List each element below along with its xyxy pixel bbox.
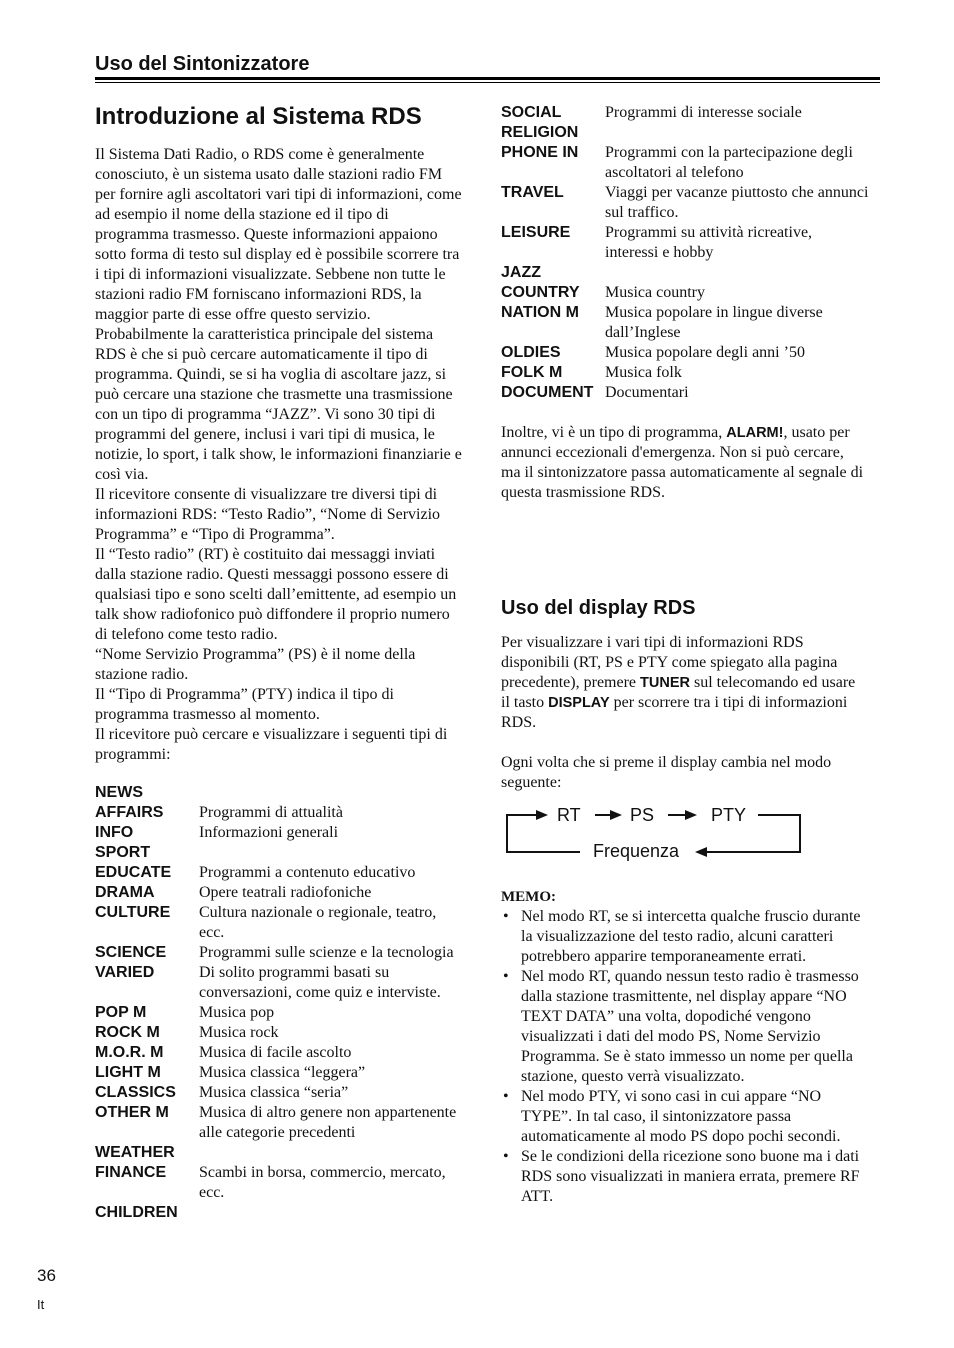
program-type-row [501, 143, 891, 183]
memo-item [501, 967, 881, 1087]
program-type-row [95, 1083, 485, 1103]
program-type-description: Musica popolare in lingue diverse dall’Inglese [605, 304, 823, 341]
program-type-code: POP M [95, 1004, 147, 1021]
program-type-row [501, 343, 891, 363]
program-type-row [501, 383, 891, 403]
program-type-code: INFO [95, 824, 134, 841]
bullet-icon [501, 1087, 521, 1107]
program-type-list-left [95, 783, 485, 1223]
program-type-row [501, 283, 891, 303]
program-type-code: DOCUMENT [501, 384, 594, 401]
alarm-note-text: Inoltre, vi è un tipo di programma, [501, 424, 727, 441]
bullet-icon [501, 1147, 521, 1167]
program-type-description: Musica di facile ascolto [199, 1044, 352, 1061]
program-type-description: Cultura nazionale o regionale, teatro, ecc. [199, 904, 437, 941]
program-type-code: CULTURE [95, 904, 171, 921]
program-type-code: COUNTRY [501, 284, 580, 301]
program-type-description: Musica rock [199, 1024, 279, 1041]
program-type-description: Musica classica “leggera” [199, 1064, 366, 1081]
diagram-return-label: Frequenza [593, 841, 680, 861]
alarm-note [501, 423, 863, 503]
memo-item-text: Nel modo RT, quando nessun testo radio è trasmesso dalla stazione trasmittente, nel display appare “NO TEXT DATA” una volta, dopodiché vengono visualizzati i dati del modo PS, Nome Servizio Programma. Se è stato immesso un nome per quella stazione, questo verrà visualizzato. [521, 968, 859, 1085]
page-title: Introduzione al Sistema RDS [95, 103, 422, 130]
tuner-key-label: TUNER [640, 675, 690, 691]
program-type-row [95, 843, 485, 863]
program-type-description: Programmi su attività ricreative, interessi e hobby [605, 224, 813, 261]
program-type-code: DRAMA [95, 884, 155, 901]
language-code: It [37, 1297, 45, 1312]
intro-paragraph: Il ricevitore consente di visualizzare tre diversi tipi di informazioni RDS: “Testo Radio”, “Nome di Servizio Programma” e “Tipo di Programma”. [95, 486, 441, 543]
program-type-code: TRAVEL [501, 184, 564, 201]
program-type-description: Programmi con la partecipazione degli ascoltatori al telefono [605, 144, 853, 181]
arrow-right-icon [610, 810, 622, 820]
program-type-description: Programmi sulle scienze e la tecnologia [199, 944, 454, 961]
memo-item [501, 907, 881, 967]
program-type-row [95, 883, 485, 903]
program-type-description: Musica country [605, 284, 705, 301]
program-type-description: Opere teatrali radiofoniche [199, 884, 372, 901]
program-type-code: JAZZ [501, 264, 541, 281]
program-type-description: Musica popolare degli anni ’50 [605, 344, 805, 361]
program-type-row [501, 263, 891, 283]
arrow-right-icon [536, 810, 548, 820]
program-type-code: SPORT [95, 844, 151, 861]
program-type-row [95, 1203, 485, 1223]
page-number: 36 [37, 1266, 56, 1285]
program-type-row [95, 863, 485, 883]
program-type-row [501, 363, 891, 383]
program-type-row [95, 1103, 485, 1143]
program-type-row [501, 103, 891, 123]
program-type-row [95, 1063, 485, 1083]
cycle-intro: Ogni volta che si preme il display cambia nel modo seguente: [501, 754, 832, 791]
instructions-text: per scorrere tra i tipi di informazioni RDS. [501, 694, 848, 731]
program-type-description: Informazioni generali [199, 824, 339, 841]
memo-item-text: Nel modo RT, se si intercetta qualche fruscio durante la visualizzazione del testo radio, alcuni caratteri potrebbero apparire temporaneamente errati. [521, 908, 861, 965]
intro-paragraph: Il ricevitore può cercare e visualizzare i seguenti tipi di programmi: [95, 726, 448, 763]
display-instructions [501, 633, 855, 733]
program-type-code: NATION M [501, 304, 579, 321]
memo-item [501, 1147, 881, 1207]
program-type-code: NEWS [95, 784, 143, 801]
memo-list [501, 907, 881, 1207]
program-type-row [95, 1143, 485, 1163]
program-type-code: M.O.R. M [95, 1044, 164, 1061]
instructions-text: Per visualizzare i vari tipi di informazioni RDS disponibili (RT, PS e PTY come spiegato alla pagina precedente), premere [501, 634, 838, 691]
program-type-row [95, 963, 485, 1003]
program-type-code: AFFAIRS [95, 804, 164, 821]
program-type-description: Programmi di attualità [199, 804, 343, 821]
program-type-description: Musica di altro genere non appartenente alle categorie precedenti [199, 1104, 457, 1141]
intro-paragraph: Il “Testo radio” (RT) è costituito dai messaggi inviati dalla stazione radio. Questi messaggi possono essere di qualsiasi tipo e sono scelti dall’emittente, ad esempio un talk show radiofonico può diffondere il proprio numero di telefono come testo radio. [95, 546, 457, 643]
program-type-code: PHONE IN [501, 144, 579, 161]
diagram-step-pty: PTY [711, 805, 747, 825]
program-type-row [95, 943, 485, 963]
program-type-code: SCIENCE [95, 944, 167, 961]
program-type-row [95, 1003, 485, 1023]
program-type-row [95, 1023, 485, 1043]
program-type-description: Musica pop [199, 1004, 275, 1021]
program-type-row [95, 783, 485, 803]
program-type-code: CLASSICS [95, 1084, 176, 1101]
program-type-row [501, 123, 891, 143]
program-type-description: Programmi a contenuto educativo [199, 864, 416, 881]
bullet-icon [501, 967, 521, 987]
memo-item-text: Se le condizioni della ricezione sono buone ma i dati RDS sono visualizzati in maniera errata, premere RF ATT. [521, 1148, 860, 1205]
instructions-text: sul telecomando ed usare il tasto [501, 674, 856, 711]
program-type-code: SOCIAL [501, 104, 562, 121]
program-type-code: LEISURE [501, 224, 571, 241]
program-type-description: Musica folk [605, 364, 682, 381]
program-type-code: VARIED [95, 964, 155, 981]
diagram-step-rt: RT [557, 805, 581, 825]
diagram-step-ps: PS [630, 805, 655, 825]
alarm-note-text: , usato per annunci eccezionali d'emergenza. Non si può cercare, ma il sintonizzatore passa automaticamente al segnale di questa trasmissione RDS. [501, 424, 864, 501]
program-type-description: Musica classica “seria” [199, 1084, 349, 1101]
program-type-description: Documentari [605, 384, 689, 401]
program-type-description: Viaggi per vacanze piuttosto che annunci sul traffico. [605, 184, 869, 221]
intro-paragraph: Il Sistema Dati Radio, o RDS come è generalmente conosciuto, è un sistema usato dalle stazioni radio FM per fornire agli ascoltatori vari tipi di informazioni, come ad esempio il nome della stazione ed il tipo di programma trasmesso. Queste informazioni appaiono sotto forma di testo sul display ed è possibile scorrere tra i tipi di informazioni visualizzate. Sebbene non tutte le stazioni radio FM forniscano informazioni RDS, la maggior parte di esse offre questo servizio. [95, 146, 462, 323]
section-header: Uso del Sintonizzatore [95, 53, 310, 75]
program-type-row [501, 303, 891, 343]
program-type-description: Di solito programmi basati su conversazioni, come quiz e interviste. [199, 964, 441, 1001]
intro-paragraph: “Nome Servizio Programma” (PS) è il nome della stazione radio. [95, 646, 416, 683]
program-type-code: OTHER M [95, 1104, 169, 1121]
program-type-code: FINANCE [95, 1164, 167, 1181]
program-type-code: FOLK M [501, 364, 563, 381]
header-rule [95, 77, 880, 80]
program-type-code: RELIGION [501, 124, 579, 141]
program-type-description: Programmi di interesse sociale [605, 104, 802, 121]
program-type-row [501, 183, 891, 223]
display-cycle-diagram [500, 800, 810, 864]
program-type-row [95, 823, 485, 843]
program-type-code: CHILDREN [95, 1204, 178, 1221]
alarm-keyword: ALARM! [726, 425, 784, 441]
display-key-label: DISPLAY [548, 695, 610, 711]
intro-paragraph: Il “Tipo di Programma” (PTY) indica il tipo di programma trasmesso al momento. [95, 686, 394, 723]
program-type-code: ROCK M [95, 1024, 160, 1041]
program-type-row [95, 1043, 485, 1063]
program-type-code: EDUCATE [95, 864, 172, 881]
program-type-code: WEATHER [95, 1144, 175, 1161]
program-type-code: OLDIES [501, 344, 561, 361]
intro-body [95, 145, 485, 765]
memo-title: MEMO: [501, 889, 556, 905]
memo-item-text: Nel modo PTY, vi sono casi in cui appare “NO TYPE”. In tal caso, il sintonizzatore passa automaticamente al modo PS dopo pochi secondi. [521, 1088, 841, 1145]
bullet-icon [501, 907, 521, 927]
program-type-row [95, 903, 485, 943]
intro-paragraph: Probabilmente la caratteristica principale del sistema RDS è che si può cercare automaticamente il tipo di programma. Quindi, se si ha voglia di ascoltare jazz, si può cercare una stazione che trasmette una trasmissione con un tipo di programma “JAZZ”. Vi sono 30 tipi di programmi del genere, inclusi i vari tipi di musica, le notizie, lo sport, i talk show, le informazioni finanziarie e così via. [95, 326, 462, 483]
program-type-row [95, 803, 485, 823]
arrow-left-icon [695, 847, 707, 857]
program-type-row [95, 1163, 485, 1203]
section-title: Uso del display RDS [501, 597, 696, 619]
header-rule-thin [95, 82, 880, 83]
program-type-description: Scambi in borsa, commercio, mercato, ecc. [199, 1164, 446, 1201]
program-type-list-right [501, 103, 891, 403]
program-type-code: LIGHT M [95, 1064, 161, 1081]
arrow-right-icon [685, 810, 697, 820]
program-type-row [501, 223, 891, 263]
memo-item [501, 1087, 881, 1147]
